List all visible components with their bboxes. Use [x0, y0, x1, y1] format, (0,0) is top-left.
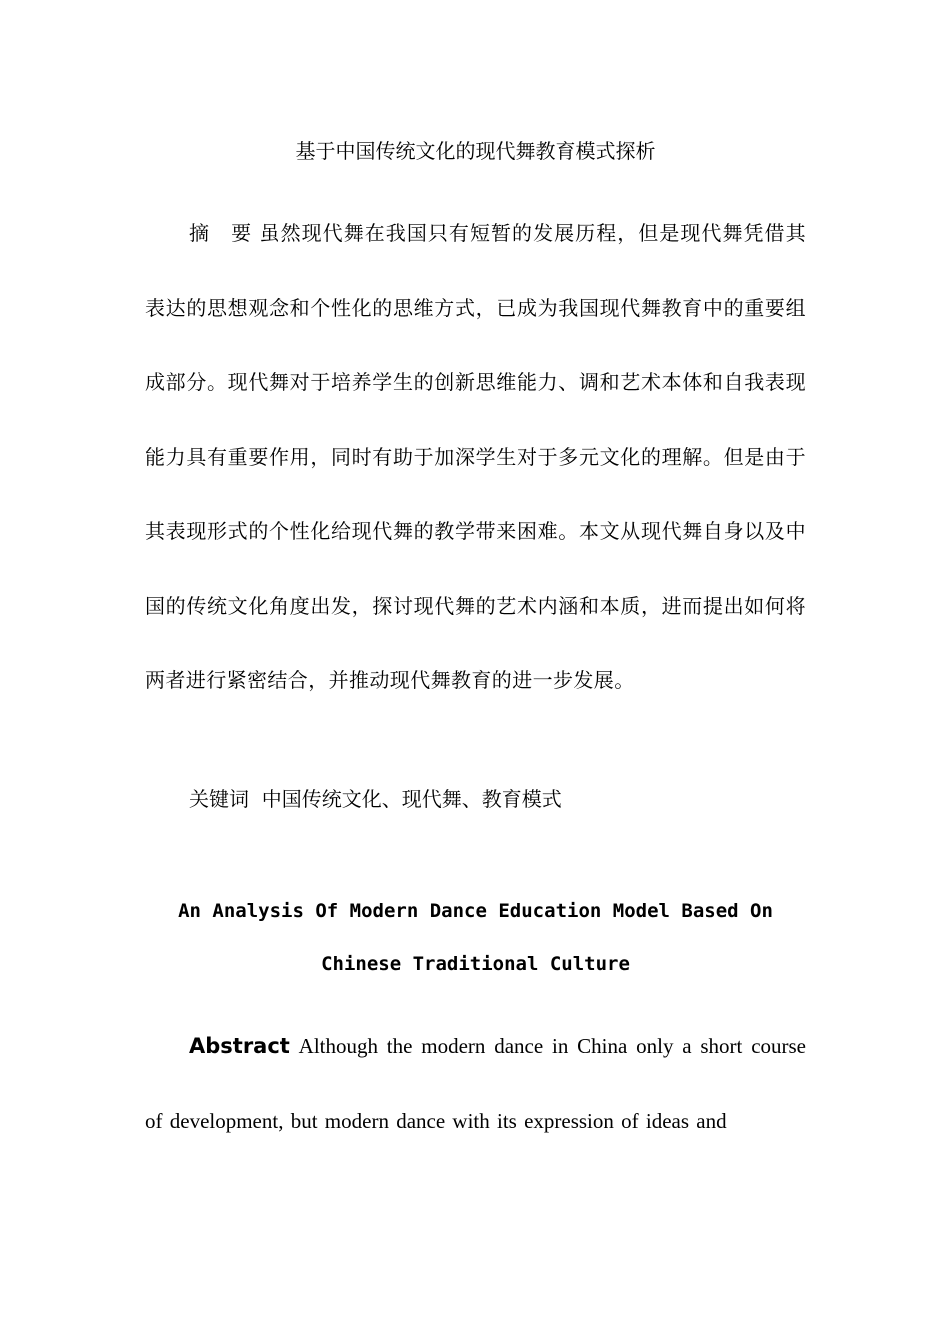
english-abstract-label: Abstract [189, 1034, 290, 1058]
english-title-line-1: An Analysis Of Modern Dance Education Model Based On [178, 900, 773, 922]
chinese-abstract-text: 虽然现代舞在我国只有短暂的发展历程，但是现代舞凭借其表达的思想观念和个性化的思维方式，已成为我国现代舞教育中的重要组成部分。现代舞对于培养学生的创新思维能力、调和艺术本体和自我表现能力具有重要作用，同时有助于加深学生对于多元文化的理解。但是由于其表现形式的个性化给现代舞的教学带来困难。本文从现代舞自身以及中国的传统文化角度出发，探讨现代舞的艺术内涵和本质，进而提出如何将两者进行紧密结合，并推动现代舞教育的进一步发展。 [145, 221, 807, 692]
english-abstract-text: Although the modern dance in China only a short course of development, but modern dance with its expression of ideas and [145, 1034, 807, 1133]
chinese-keywords [189, 784, 562, 814]
english-title [145, 896, 806, 1001]
chinese-keywords-label: 关键词 [189, 787, 249, 811]
chinese-title: 基于中国传统文化的现代舞教育模式探析 [295, 139, 656, 163]
chinese-abstract [145, 196, 806, 718]
english-abstract [145, 1009, 806, 1159]
english-title-line-2: Chinese Traditional Culture [321, 952, 630, 975]
chinese-abstract-label: 摘 要 [189, 221, 253, 245]
chinese-keywords-text: 中国传统文化、现代舞、教育模式 [261, 787, 562, 811]
